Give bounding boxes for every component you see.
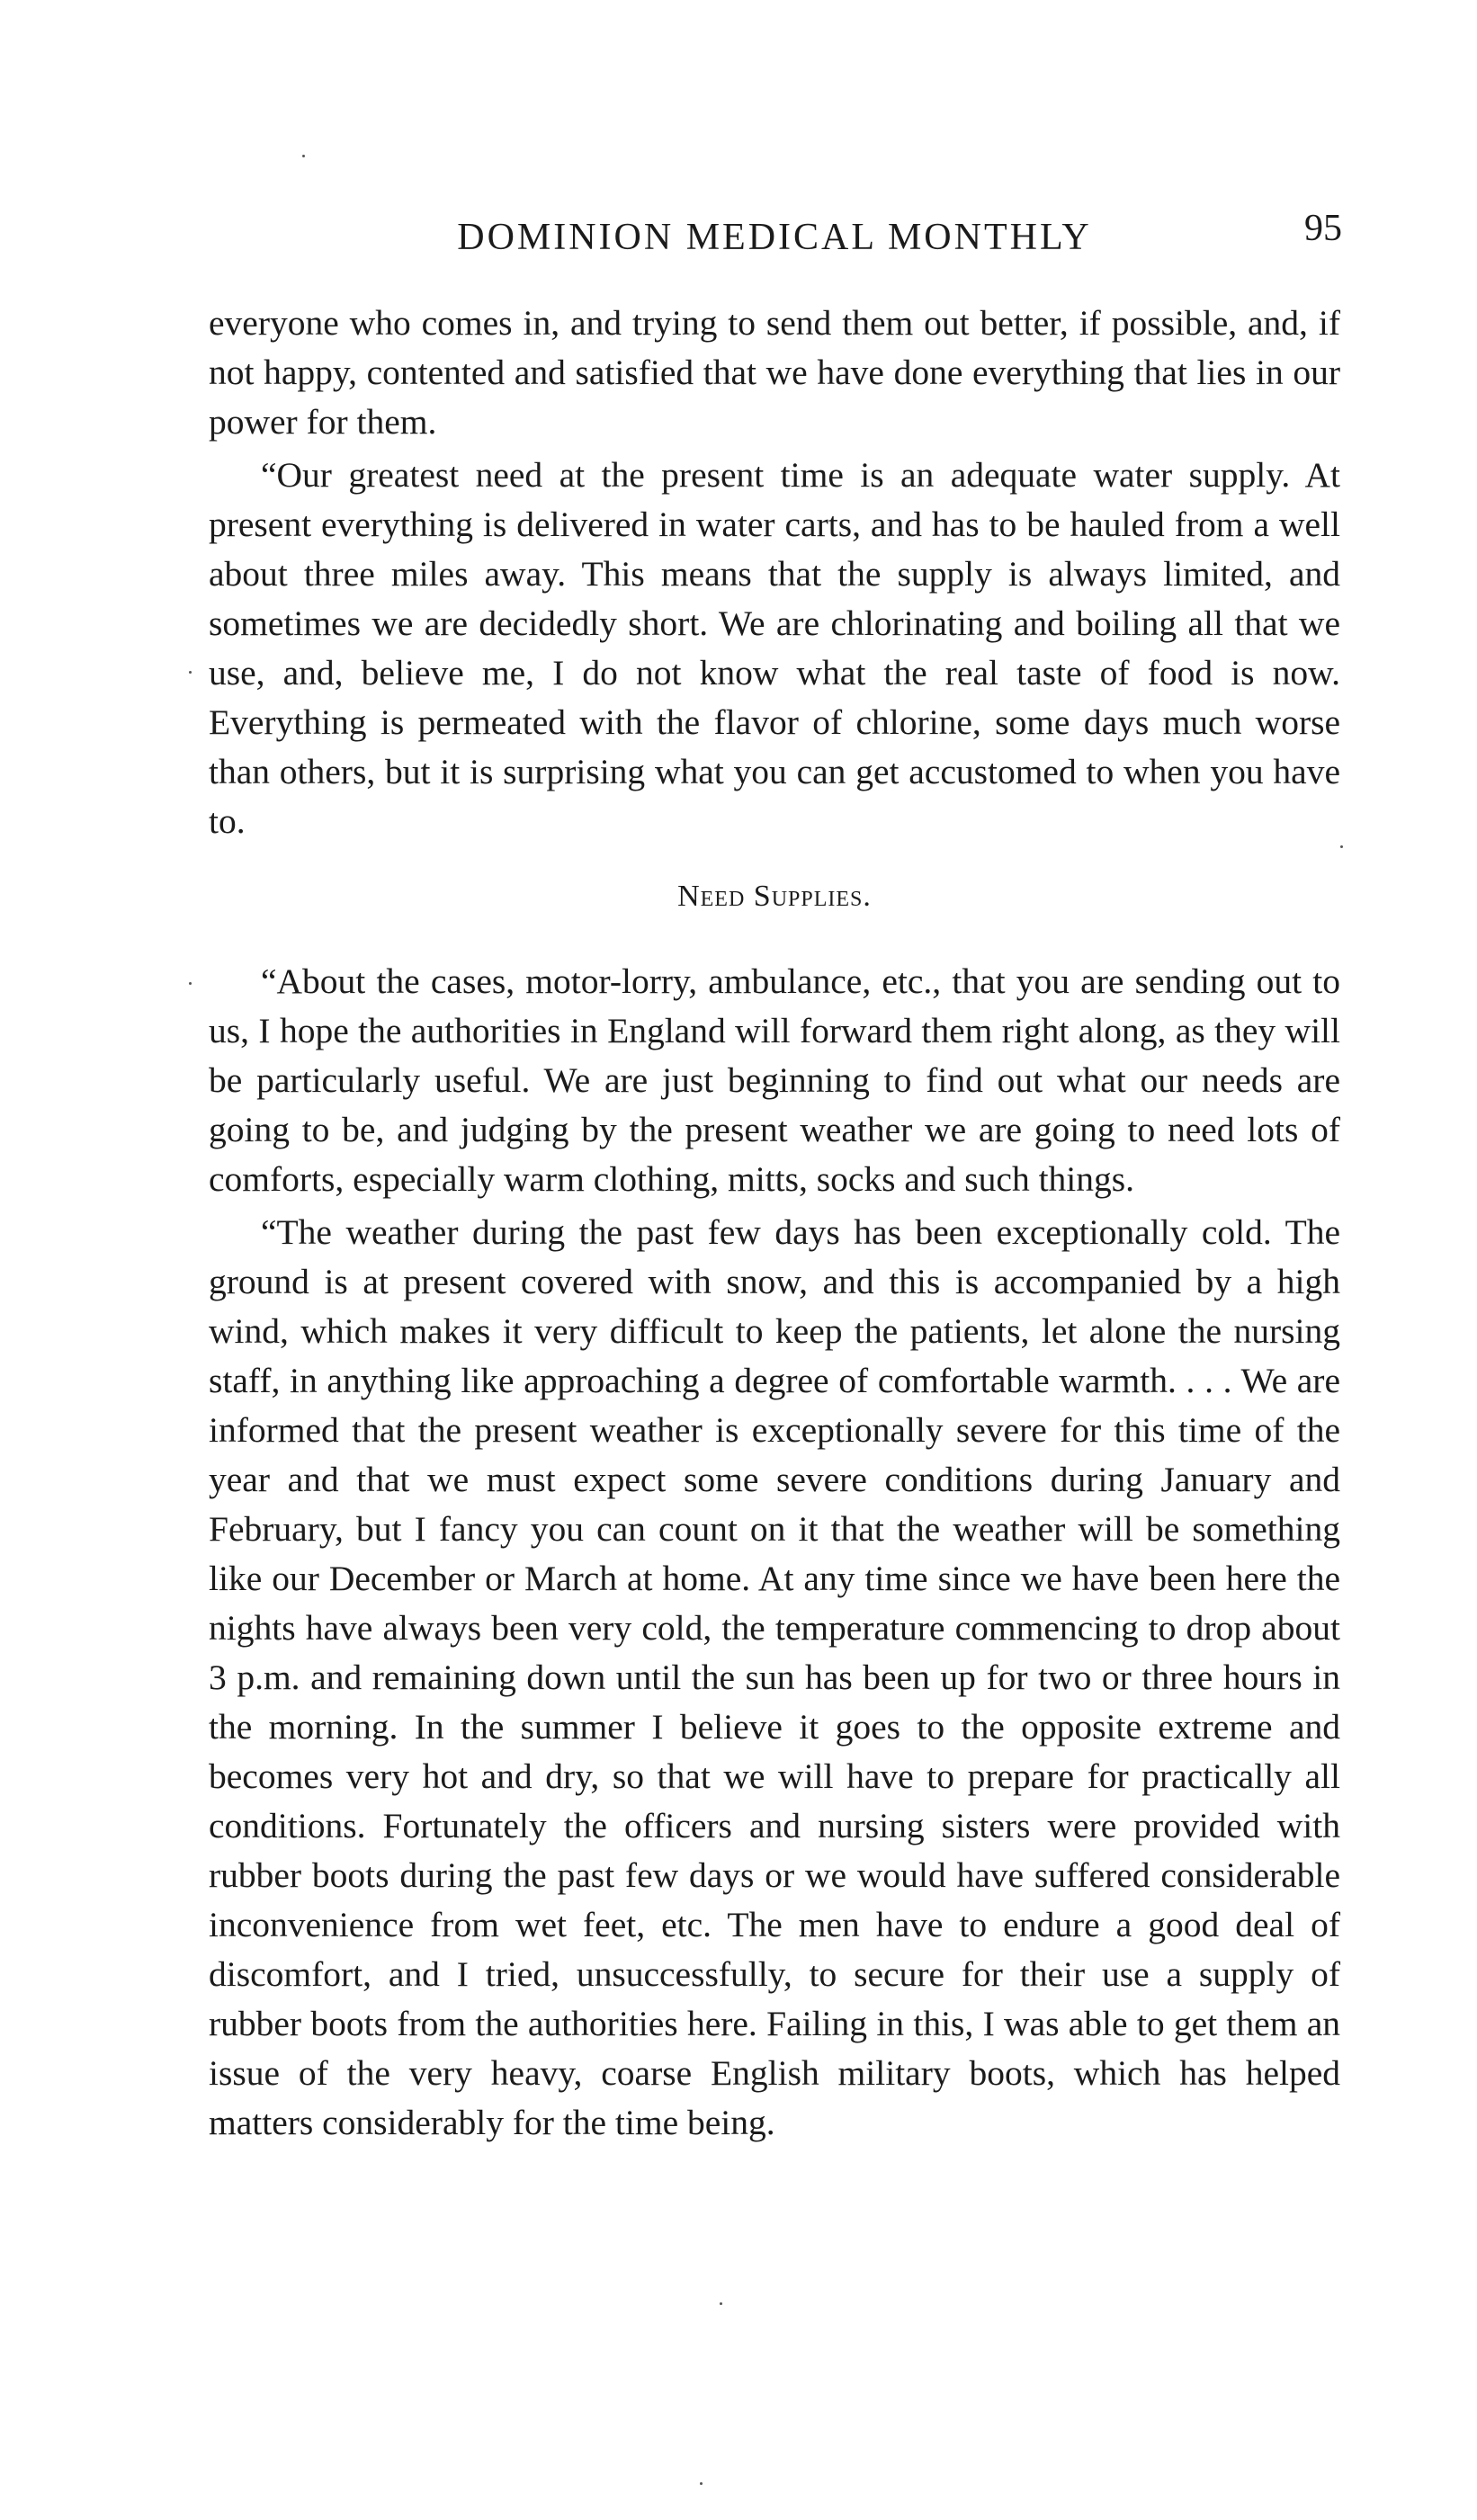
paragraph-4: “The weather during the past few days has been exceptionally cold. The ground is at present covered with snow, and this is accompanied by a high wind, which makes it very difficult to keep the patients, let alone the nursing staff, in anything like approaching a degree of comfortable warmth. . . . We are informed that the present weather is exceptionally severe for this time of the year and that we must expect some severe conditions during January and February, but I fancy you can count on it that the weather will be something like our December or March at home. At any time since we have been here the nights have always been very cold, the temperature commencing to drop about 3 p.m. and remaining down until the sun has been up for two or three hours in the morning. In the summer I believe it goes to the opposite extreme and becomes very hot and dry, so that we will have to prepare for practically all conditions. Fortunately the officers and nursing sisters were provided with rubber boots during the past few days or we would have suffered considerable inconvenience from wet feet, etc. The men have to endure a good deal of discomfort, and I tried, unsuccessfully, to secure for their use a supply of rubber boots from the authorities here. Failing in this, I was able to get them an issue of the very heavy, coarse English military boots, which has helped matters considerably for the time being. — [209, 1212, 1340, 2142]
scan-speck — [189, 671, 192, 674]
scan-speck — [720, 2302, 722, 2305]
running-title: DOMINION MEDICAL MONTHLY — [457, 217, 1092, 258]
page-header — [207, 207, 1342, 279]
scan-speck — [302, 155, 305, 157]
paragraph-1: everyone who comes in, and trying to send them out better, if possible, and, if not happy, contented and satisfied that we have done everything that lies in our power for them. — [209, 303, 1340, 442]
scan-speck — [700, 2482, 703, 2485]
paragraph-2: “Our greatest need at the present time is an adequate water supply. At present everything is delivered in water carts, and has to be hauled from a well about three miles away. This means that the supply is always limited, and sometimes we are decidedly short. We are chlorinating and boiling all that we use, and, believe me, I do not know what the real taste of food is now. Everything is permeated with the flavor of chlorine, some days much worse than others, but it is surprising what you can get accustomed to when you have to. — [209, 455, 1340, 841]
section-heading: Need Supplies. — [677, 880, 872, 913]
scan-speck — [189, 982, 192, 985]
scan-speck — [1340, 845, 1343, 848]
paragraph-3: “About the cases, motor-lorry, ambulance, etc., that you are sending out to us, I hope the authorities in England will forward them right along, as they will be particularly useful. We are just beginning to find out what our needs are going to be, and judging by the present weather we are going to need lots of comforts, especially warm clothing, mitts, socks and such things. — [209, 961, 1340, 1199]
body-text — [209, 299, 1340, 2151]
page-number: 95 — [1304, 208, 1342, 249]
